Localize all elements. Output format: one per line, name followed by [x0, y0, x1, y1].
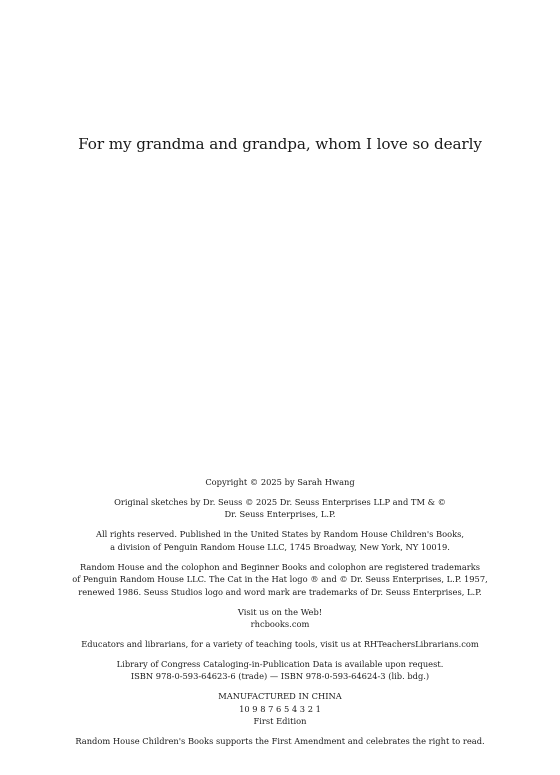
cip-data	[0, 658, 560, 683]
cip-statement: Library of Congress Cataloging-in-Publication Data is available upon request.	[116, 658, 444, 669]
printing-line: 10 9 8 7 6 5 4 3 2 1	[239, 703, 321, 714]
rights-statement-line: All rights reserved. Published in the United States by Random House Children's Books,	[95, 529, 465, 540]
website-invite: Visit us on the Web!	[237, 606, 323, 617]
copyright-page-block	[0, 476, 560, 755]
trademark-statement-line: renewed 1986. Seuss Studios logo and word mark are trademarks of Dr. Seuss Enterprises, L.P.	[78, 586, 482, 597]
trademark-statement	[0, 561, 560, 599]
trademark-statement-line: Random House and the colophon and Beginner Books and colophon are registered trademarks	[79, 561, 481, 572]
sketches-credit-line: Dr. Seuss Enterprises, L.P.	[224, 509, 336, 520]
dedication-text: For my grandma and grandpa, whom I love so dearly	[78, 135, 482, 153]
sketches-credit	[0, 496, 560, 521]
first-amendment-line: Random House Children's Books supports the First Amendment and celebrates the right to read.	[75, 736, 485, 746]
rights-statement	[0, 528, 560, 553]
manufactured-in: MANUFACTURED IN CHINA	[218, 691, 342, 702]
copyright-notice-line: Copyright © 2025 by Sarah Hwang	[205, 477, 355, 487]
rights-statement-line: a division of Penguin Random House LLC, 1745 Broadway, New York, NY 10019.	[110, 541, 450, 552]
sketches-credit-line: Original sketches by Dr. Seuss © 2025 Dr. Seuss Enterprises LLP and TM & ©	[114, 496, 446, 507]
website-info	[0, 606, 560, 631]
first-amendment-statement	[0, 735, 560, 748]
isbn-line: ISBN 978-0-593-64623-6 (trade) — ISBN 978-0-593-64624-3 (lib. bdg.)	[130, 671, 430, 682]
website-url: rhcbooks.com	[250, 619, 310, 630]
educators-note-line: Educators and librarians, for a variety of teaching tools, visit us at RHTeachersLibrarians.com	[81, 638, 479, 649]
educators-note	[0, 638, 560, 651]
manufacturing-info	[0, 690, 560, 728]
edition-line: First Edition	[253, 716, 307, 727]
copyright-notice	[0, 476, 560, 489]
trademark-statement-line: of Penguin Random House LLC. The Cat in the Hat logo ® and © Dr. Seuss Enterprises, L.P. 1957,	[72, 574, 488, 585]
